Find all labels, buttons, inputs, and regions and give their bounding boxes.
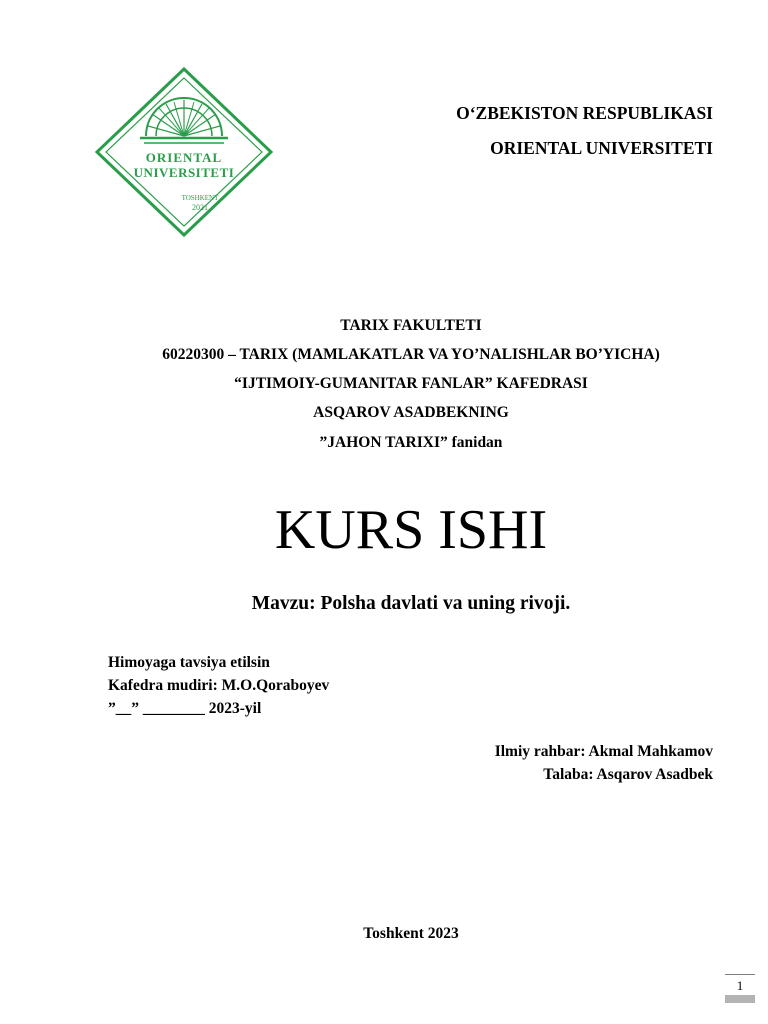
specialty-code: 60220300 – TARIX (MAMLAKATLAR VA YO’NALISHLAR BO’YICHA) xyxy=(162,346,660,363)
header-republic: O‘ZBEKISTON RESPUBLIKASI xyxy=(456,103,713,123)
page-number-rule xyxy=(725,974,755,975)
student: Talaba: Asqarov Asadbek xyxy=(543,766,713,783)
header-university: ORIENTAL UNIVERSITETI xyxy=(490,138,713,158)
logo-year: 2021 xyxy=(192,203,208,212)
department-name: “IJTIMOIY-GUMANITAR FANLAR” KAFEDRASI xyxy=(234,375,588,392)
supervisor: Ilmiy rahbar: Akmal Mahkamov xyxy=(494,743,713,760)
page-number: 1 xyxy=(736,978,744,993)
logo-name-line2: UNIVERSITETI xyxy=(133,165,235,180)
document-title: KURS ISHI xyxy=(274,499,548,561)
city-year: Toshkent 2023 xyxy=(363,925,459,942)
approval-date: ”__” ________ 2023-yil xyxy=(108,700,262,717)
university-logo xyxy=(94,66,274,238)
subject-name: ”JAHON TARIXI” fanidan xyxy=(319,434,503,451)
approval-recommendation: Himoyaga tavsiya etilsin xyxy=(108,654,270,671)
department-head: Kafedra mudiri: M.O.Qoraboyev xyxy=(108,677,330,694)
faculty-name: TARIX FAKULTETI xyxy=(340,317,482,334)
sun-emblem-icon xyxy=(140,98,228,143)
logo-city: TOSHKENT xyxy=(181,194,219,202)
page-number-bar xyxy=(725,995,755,1003)
student-genitive: ASQAROV ASADBEKNING xyxy=(313,404,509,421)
document-topic: Mavzu: Polsha davlati va uning rivoji. xyxy=(251,593,571,614)
logo-name-line1: ORIENTAL xyxy=(145,150,223,165)
